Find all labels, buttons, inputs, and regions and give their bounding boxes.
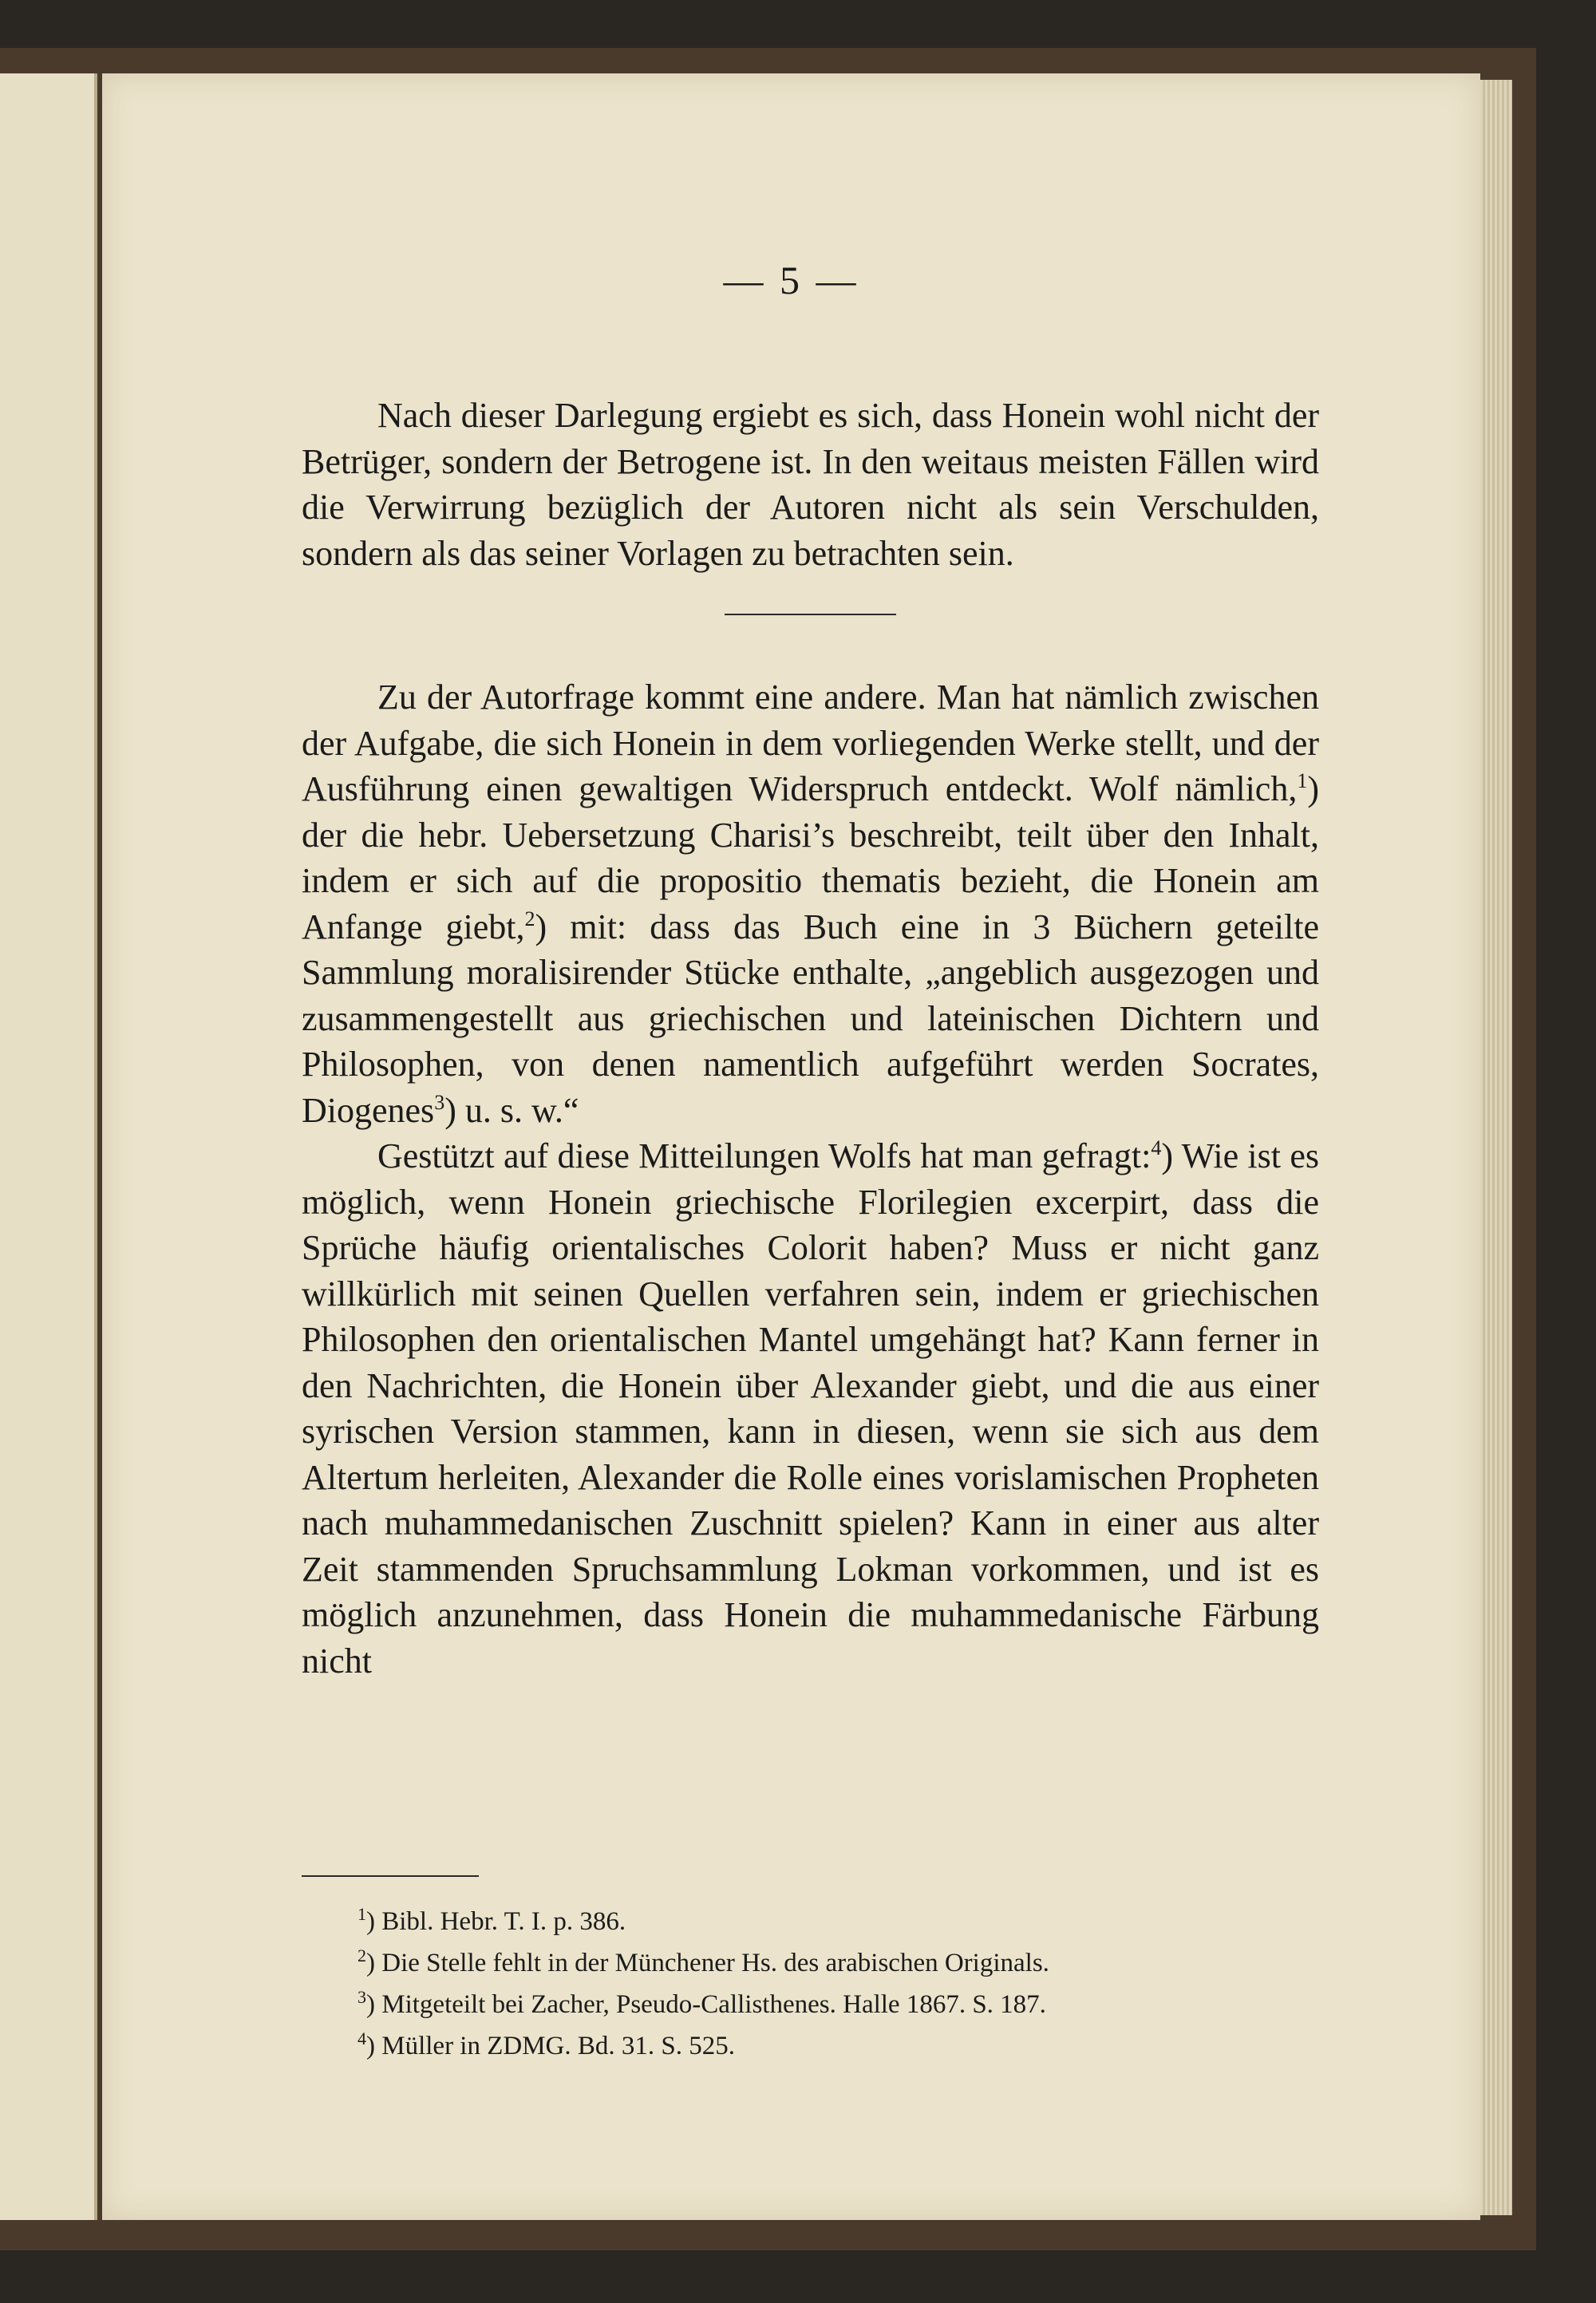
footnote-ref-2: 2 <box>524 907 535 930</box>
paragraph-1: Nach dieser Darlegung ergiebt es sich, dass Honein wohl nicht der Betrüger, sondern der Betrogene ist. In den weitaus meisten Fällen wird die Verwirrung bezüglich der Autoren nicht als sein Verschulden, sondern als das seiner Vorlagen zu betrachten sein. <box>302 396 1319 573</box>
book-page <box>102 73 1480 2220</box>
main-text <box>302 393 1319 1684</box>
footnote-ref-4: 4 <box>1151 1136 1162 1159</box>
footnote-ref-3: 3 <box>434 1090 445 1114</box>
footnote-divider <box>302 1875 479 1877</box>
footnotes <box>358 1901 1327 2067</box>
page-number: — 5 — <box>723 258 859 302</box>
footnote-3: $^3$) Mitgeteilt bei Zacher, Pseudo-Callisthenes. Halle 1867. S. 187. <box>358 1987 1046 2019</box>
paragraph-3: Gestützt auf diese Mitteilungen Wolfs hat man gefragt:$^4$) Wie ist es möglich, wenn Honein griechische Florilegien excerpirt, dass die Sprüche häufig orientalisches Colorit haben? Muss er nicht ganz willkürlich mit seinen Quellen verfahren sein, indem er griechischen Philosophen den orientalischen Mantel umgehängt hat? Kann ferner in den Nachrichten, die Honein über Alexander giebt, und die aus einer syrischen Version stammen, kann in diesen, wenn sie sich aus dem Altertum herleiten, Alexander die Rolle eines vorislamischen Propheten nach muhammedanischen Zuschnitt spielen? Kann in einer aus alter Zeit stammenden Spruchsammlung Lokman vorkommen, und ist es möglich anzunehmen, dass Honein die muhammedanische Färbung nicht <box>302 1136 1319 1681</box>
footnote-1: $^1$) Bibl. Hebr. T. I. p. 386. <box>358 1904 626 1936</box>
paragraph-2: Zu der Autorfrage kommt eine andere. Man hat nämlich zwischen der Aufgabe, die sich Honein in dem vorliegenden Werke stellt, und der Ausführung einen gewaltigen Widerspruch entdeckt. Wolf nämlich,$^1$) der die hebr. Uebersetzung Charisi’s beschreibt, teilt über den Inhalt, indem er sich auf die propositio thematis bezieht, die Honein am Anfange giebt,$^2$) mit: dass das Buch eine in 3 Büchern geteilte Sammlung moralisirender Stücke enthalte, „angeblich ausgezogen und zusammengestellt aus griechischen und lateinischen Dichtern und Philosophen, von denen namentlich aufgeführt werden Socrates, Diogenes$^3$) u. s. w.“ <box>302 677 1319 1130</box>
footnote-ref-1: 1 <box>1297 769 1308 792</box>
page-stack-edge <box>1480 80 1512 2215</box>
section-divider <box>725 614 896 615</box>
previous-page-edge <box>0 73 97 2220</box>
footnote-4: $^4$) Müller in ZDMG. Bd. 31. S. 525. <box>358 2028 735 2060</box>
footnote-2: $^2$) Die Stelle fehlt in der Münchener Hs. des arabischen Originals. <box>358 1946 1049 1977</box>
